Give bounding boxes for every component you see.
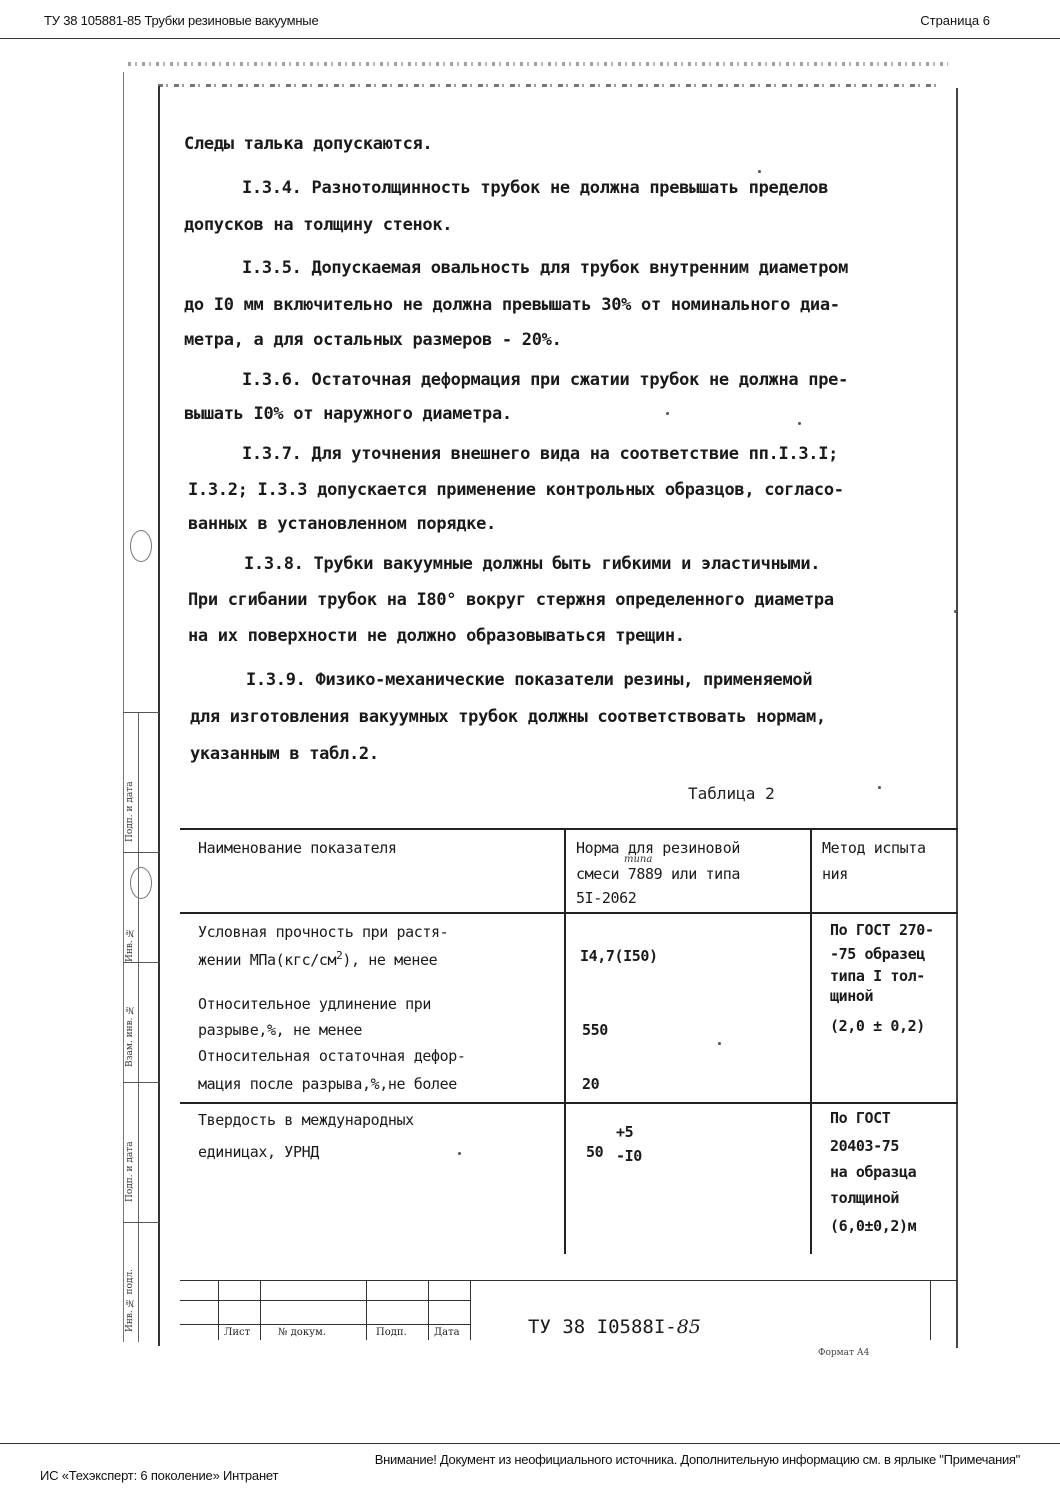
scan-noise [158,84,938,87]
margin-label: Инв. № [125,927,135,962]
stamp-label: Подп. [376,1327,407,1338]
margin-separator [123,852,159,853]
margin-separator [123,712,159,713]
stamp-label: Лист [224,1327,251,1338]
table-header-norm: 5I-2062 [576,889,637,907]
document-title: ТУ 38 105881-85 Трубки резиновые вакуумные [44,13,319,28]
frame-right-border [956,88,958,1348]
table-cell-name: разрыве,%, не менее [198,1021,362,1039]
text-line: При сгибании трубок на I80° вокруг стержня определенного диаметра [188,590,834,610]
stamp-divider [260,1280,261,1340]
table-cell-value: I4,7(I50) [580,947,658,965]
margin-label: Подп. и дата [125,781,135,842]
text-line: до I0 мм включительно не должна превышать 30% от номинального диа- [184,295,840,315]
table-column-divider [810,828,812,1254]
superscript: 2 [336,949,343,962]
scan-speck [798,422,801,425]
margin-separator [123,1082,159,1083]
table-header-name: Наименование показателя [198,839,397,857]
margin-label: Взам. инв. № [125,1004,135,1067]
table-cell-method: По ГОСТ 270- [830,921,934,939]
format-label: Формат А4 [818,1348,870,1358]
table-header-norm: смеси 7889 или типа [576,865,740,883]
stamp-label: № докум. [278,1327,326,1338]
text-line: указанным в табл.2. [190,744,379,764]
text-line: I.3.4. Разнотолщинность трубок не должна превышать пределов [242,178,829,198]
table-rule [180,912,958,914]
table-column-divider [564,828,566,1254]
page-number: Страница 6 [920,13,990,28]
punch-hole-icon [130,867,152,899]
margin-border [123,72,124,1342]
stamp-divider [470,1280,471,1340]
stamp-rule [180,1300,470,1301]
margin-label: Инв. № подл. [125,1268,135,1332]
doc-year-handwritten: 85 [676,1316,701,1338]
text-line: ванных в установленном порядке. [188,514,496,534]
table-cell-method: По ГОСТ [830,1109,891,1127]
table-title: Таблица 2 [688,784,775,803]
text-line: допусков на толщину стенок. [184,215,453,235]
table-cell-value: 550 [582,1021,608,1039]
text-line: I.3.5. Допускаемая овальность для трубок внутренним диаметром [242,258,849,278]
stamp-divider [428,1280,429,1340]
text-line: вышать I0% от наружного диаметра. [184,404,512,424]
source-notice: Внимание! Документ из неофициального источника. Дополнительную информацию см. в ярлыке "Примечания" [374,1452,1020,1467]
frame-left-border [158,86,160,1346]
table-cell-method: на образца [830,1163,917,1181]
margin-label: Подп. и дата [125,1141,135,1202]
table-cell-name: Относительное удлинение при [198,995,432,1013]
scan-speck [954,610,957,613]
scan-speck [878,786,881,789]
table-header-method: Метод испыта [822,839,926,857]
table-header-norm: Норма для резиновой [576,839,740,857]
handwritten-note: типа [624,854,653,865]
text-line: I.3.2; I.3.3 допускается применение контрольных образцов, согласо- [188,480,844,500]
text-line: I.3.9. Физико-механические показатели резины, применяемой [246,670,813,690]
table-cell-method: толщиной [830,1189,900,1207]
text-line: для изготовления вакуумных трубок должны соответствовать нормам, [190,707,826,727]
stamp-divider [930,1280,931,1340]
table-cell-method: типа I тол- [830,967,925,985]
stamp-rule [180,1324,470,1325]
text-line: I.3.8. Трубки вакуумные должны быть гибкими и эластичными. [244,554,821,574]
table-cell-method: щиной [830,987,874,1005]
table-cell-name-part: жении МПа(кгс/см [198,951,337,969]
table-cell-value-tolerance: -I0 [616,1147,642,1165]
scanned-page [118,62,968,1372]
footer-divider [0,1443,1060,1444]
stamp-document-number [528,1316,701,1338]
table-cell-name: Твердость в международных [198,1111,414,1129]
scan-speck [458,1152,461,1155]
scan-speck [666,412,669,415]
table-cell-name: Относительная остаточная дефор- [198,1047,466,1065]
stamp-label: Дата [434,1327,460,1338]
table-cell-value: 50 [586,1143,604,1161]
table-cell-name [198,944,437,972]
table-cell-method: (6,0±0,2)м [830,1217,917,1235]
stamp-divider [218,1280,219,1340]
table-cell-method: (2,0 ± 0,2) [830,1017,925,1035]
table-header-method: ния [822,865,848,883]
scan-speck [718,1042,721,1045]
table-cell-name: Условная прочность при растя- [198,923,449,941]
table-cell-method: 20403-75 [830,1137,900,1155]
doc-number: ТУ 38 I0588I- [528,1316,677,1338]
scan-speck [758,170,761,173]
text-line: I.3.6. Остаточная деформация при сжатии трубок не должна пре- [242,370,849,390]
text-line: на их поверхности не должно образовываться трещин. [188,626,685,646]
margin-separator [123,962,159,963]
text-line: метра, а для остальных размеров - 20%. [184,330,562,350]
table-cell-name: мация после разрыва,%,не более [198,1075,457,1093]
scan-noise [128,62,948,66]
header-divider [0,38,1060,39]
text-line: I.3.7. Для уточнения внешнего вида на соответствие пп.I.3.I; [242,444,839,464]
table-cell-value-tolerance: +5 [616,1123,634,1141]
stamp-divider [366,1280,367,1340]
table-cell-method: -75 образец [830,945,925,963]
table-cell-value: 20 [582,1075,600,1093]
table-cell-name: единицах, УРНД [198,1143,319,1161]
punch-hole-icon [130,530,152,562]
table-cell-name-part: ), не менее [342,951,438,969]
margin-separator [123,1222,159,1223]
stamp-rule [180,1280,958,1281]
system-name: ИС «Техэксперт: 6 поколение» Интранет [40,1468,279,1483]
text-line: Следы талька допускаются. [184,134,433,154]
table-rule [180,828,958,830]
table-rule [180,1102,958,1104]
